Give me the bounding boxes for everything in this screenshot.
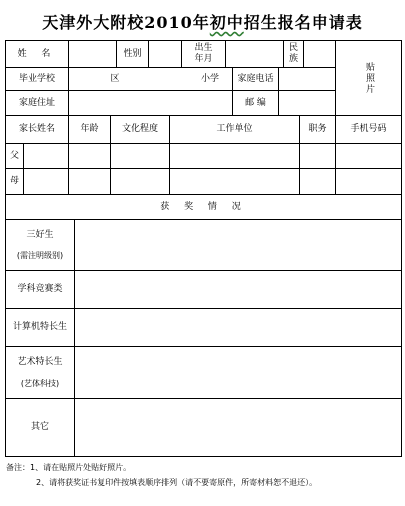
note-line-1: 备注：1、请在贴照片处贴好照片。	[6, 463, 132, 472]
birth-label	[182, 41, 225, 67]
parent-employer-header: 工作单位	[216, 124, 253, 134]
birth-label-line2: 年月	[194, 54, 213, 64]
birth-field[interactable]	[226, 41, 283, 67]
title-prefix: 天津外大附校	[42, 13, 145, 32]
gender-field[interactable]	[149, 41, 181, 67]
other-field[interactable]	[75, 399, 401, 456]
merit-student-field[interactable]	[75, 220, 401, 270]
district-label: 区	[110, 73, 120, 84]
title-underlined: 初中	[209, 13, 244, 32]
art-talent-title: 艺术特长生	[17, 356, 63, 367]
awards-header: 获 奖 情 况	[160, 201, 247, 212]
art-talent-field[interactable]	[75, 347, 401, 398]
ethnic-label-line1: 民	[288, 43, 298, 53]
other-label: 其它	[30, 422, 49, 432]
subject-competition-field[interactable]	[75, 271, 401, 308]
school-label: 毕业学校	[18, 73, 55, 84]
address-label: 家庭住址	[18, 97, 55, 108]
name-label: 姓 名	[17, 48, 57, 59]
father-label: 父	[9, 150, 19, 161]
parent-mobile-header: 手机号码	[350, 124, 387, 134]
parent-position-header: 职务	[308, 124, 327, 134]
computer-talent-label: 计算机特长生	[12, 322, 67, 332]
father-name-field[interactable]	[24, 144, 68, 168]
art-talent-note: (艺体科技)	[20, 378, 60, 388]
ethnic-field[interactable]	[304, 41, 335, 67]
primary-school-label: 小学	[200, 73, 219, 84]
postcode-field[interactable]	[279, 91, 335, 115]
mother-label: 母	[9, 176, 19, 186]
name-field[interactable]	[69, 41, 116, 67]
postcode-label: 邮 编	[245, 97, 266, 108]
art-talent-label	[6, 347, 74, 398]
merit-student-label	[6, 220, 74, 270]
ethnic-label-line2: 族	[288, 54, 298, 64]
birth-label-line1: 出生	[194, 43, 213, 53]
subject-competition-label: 学科竞赛类	[17, 284, 63, 294]
mother-name-field[interactable]	[24, 169, 68, 194]
photo-area[interactable]: 贴照片	[364, 61, 374, 95]
ethnic-label	[284, 41, 303, 67]
computer-talent-field[interactable]	[75, 309, 401, 346]
home-phone-label: 家庭电话	[237, 73, 274, 84]
parent-education-header: 文化程度	[121, 124, 158, 134]
address-field[interactable]	[69, 91, 232, 115]
home-phone-field[interactable]	[279, 68, 335, 90]
title-year: 2010	[144, 13, 193, 32]
merit-student-note: (需注明级别)	[16, 250, 64, 260]
merit-student-title: 三好生	[26, 229, 54, 240]
note-line-2: 2、请将获奖证书复印件按填表顺序排列（请不要寄原件，所寄材料恕不退还）。	[36, 478, 318, 487]
title-suffix: 招生报名申请表	[243, 13, 363, 32]
parent-name-header: 家长姓名	[18, 124, 55, 134]
gender-label: 性别	[123, 48, 142, 59]
parent-age-header: 年龄	[80, 124, 99, 134]
title-middle: 年	[192, 13, 210, 32]
